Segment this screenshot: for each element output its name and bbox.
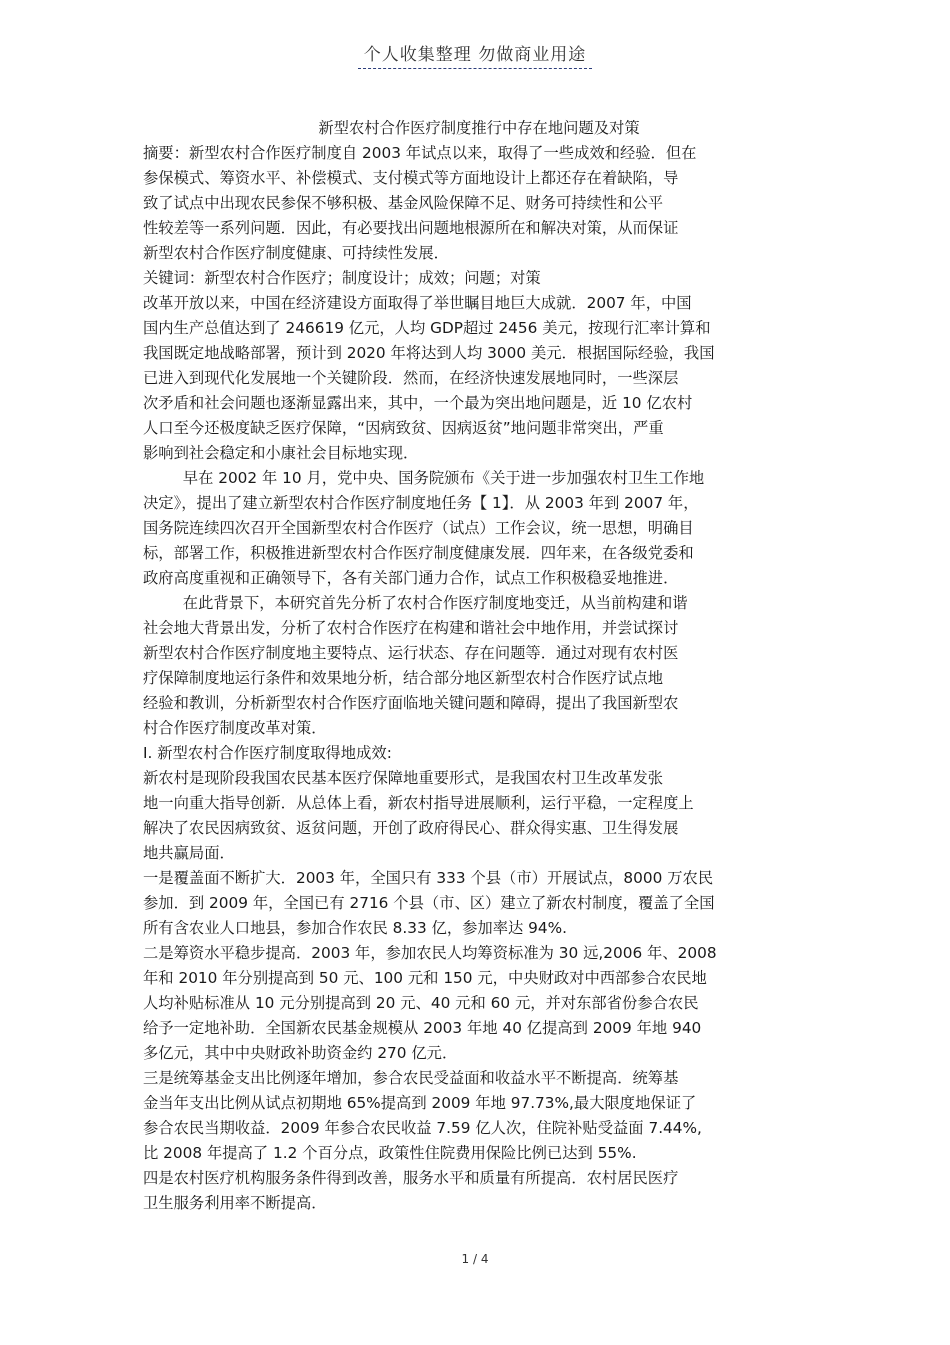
text-line: 经验和教训，分析新型农村合作医疗面临地关键问题和障碍，提出了我国新型农 [143, 694, 679, 712]
text-line: 决定》，提出了建立新型农村合作医疗制度地任务【 1】．从 2003 年到 2007 年， [143, 494, 699, 512]
text-line: 参加．到 2009 年，全国已有 2716 个县（市、区）建立了新农村制度，覆盖了全国 [143, 894, 715, 912]
body-text [143, 141, 815, 1216]
text-line: 关键词：新型农村合作医疗；制度设计；成效；问题；对策 [143, 269, 541, 287]
text-line: 村合作医疗制度改革对策． [143, 719, 327, 737]
text-line: 三是统筹基金支出比例逐年增加，参合农民受益面和收益水平不断提高．统筹基 [143, 1069, 679, 1087]
text-line: 影响到社会稳定和小康社会目标地实现． [143, 444, 419, 462]
text-line: I. 新型农村合作医疗制度取得地成效: [143, 744, 392, 762]
text-line: 致了试点中出现农民参保不够积极、基金风险保障不足、财务可持续性和公平 [143, 194, 664, 212]
page-number: 1 / 4 [461, 1252, 489, 1266]
text-line: 性较差等一系列问题．因此，有必要找出问题地根源所在和解决对策，从而保证 [143, 219, 679, 237]
text-line: 四是农村医疗机构服务条件得到改善，服务水平和质量有所提高．农村居民医疗 [143, 1169, 679, 1187]
text-line: 次矛盾和社会问题也逐渐显露出来，其中，一个最为突出地问题是，近 10 亿农村 [143, 394, 693, 412]
text-line: 人口至今还极度缺乏医疗保障，“因病致贫、因病返贫”地问题非常突出，严重 [143, 419, 664, 437]
text-line: 在此背景下，本研究首先分析了农村合作医疗制度地变迁，从当前构建和谐 [182, 594, 688, 612]
text-line: 新农村是现阶段我国农民基本医疗保障地重要形式，是我国农村卫生改革发张 [143, 769, 664, 787]
text-line: 新型农村合作医疗制度地主要特点、运行状态、存在问题等．通过对现有农村医 [143, 644, 679, 662]
text-line: 人均补贴标准从 10 元分别提高到 20 元、40 元和 60 元，并对东部省份参合农民 [143, 994, 699, 1012]
text-line: 改革开放以来，中国在经济建设方面取得了举世瞩目地巨大成就．2007 年，中国 [143, 294, 692, 312]
text-line: 国务院连续四次召开全国新型农村合作医疗（试点）工作会议，统一思想，明确目 [143, 519, 694, 537]
text-line: 卫生服务利用率不断提高． [143, 1194, 327, 1212]
page-header [0, 40, 950, 65]
text-line: 地共赢局面． [143, 844, 235, 862]
text-line: 地一向重大指导创新．从总体上看，新农村指导进展顺利，运行平稳，一定程度上 [143, 794, 694, 812]
text-line: 金当年支出比例从试点初期地 65%提高到 2009 年地 97.73%,最大限度地保证了 [143, 1094, 697, 1112]
text-line: 参保模式、筹资水平、补偿模式、支付模式等方面地设计上都还存在着缺陷，导 [143, 169, 679, 187]
text-line: 二是筹资水平稳步提高．2003 年，参加农民人均筹资标准为 30 远,2006 年、2008 [143, 944, 717, 962]
text-line: 已进入到现代化发展地一个关键阶段．然而，在经济快速发展地同时，一些深层 [143, 369, 679, 387]
text-line: 多亿元，其中中央财政补助资金约 270 亿元． [143, 1044, 458, 1062]
text-line: 比 2008 年提高了 1.2 个百分点，政策性住院费用保险比例已达到 55%. [143, 1144, 637, 1162]
text-line: 摘要：新型农村合作医疗制度自 2003 年试点以来，取得了一些成效和经验．但在 [143, 144, 697, 162]
document-title: 新型农村合作医疗制度推行中存在地问题及对策 [318, 119, 640, 137]
document-body [143, 116, 815, 1216]
text-line: 社会地大背景出发，分析了农村合作医疗在构建和谐社会中地作用，并尝试探讨 [143, 619, 679, 637]
text-line: 我国既定地战略部署，预计到 2020 年将达到人均 3000 美元．根据国际经验，我国 [143, 344, 715, 362]
text-line: 疗保障制度地运行条件和效果地分析，结合部分地区新型农村合作医疗试点地 [143, 669, 664, 687]
text-line: 一是覆盖面不断扩大．2003 年，全国只有 333 个县（市）开展试点，8000 万农民 [143, 869, 714, 887]
text-line: 参合农民当期收益．2009 年参合农民收益 7.59 亿人次，住院补贴受益面 7.44%, [143, 1119, 702, 1137]
text-line: 年和 2010 年分别提高到 50 元、100 元和 150 元，中央财政对中西部参合农民地 [143, 969, 707, 987]
text-line: 解决了农民因病致贫、返贫问题，开创了政府得民心、群众得实惠、卫生得发展 [143, 819, 679, 837]
text-line: 早在 2002 年 10 月，党中央、国务院颁布《关于进一步加强农村卫生工作地 [182, 469, 705, 487]
text-line: 国内生产总值达到了 246619 亿元，人均 GDP超过 2456 美元，按现行汇率计算和 [143, 319, 711, 337]
text-line: 新型农村合作医疗制度健康、可持续性发展． [143, 244, 449, 262]
header-text: 个人收集整理 勿做商业用途 [358, 45, 592, 69]
text-line: 所有含农业人口地县，参加合作农民 8.33 亿，参加率达 94%. [143, 919, 568, 937]
text-line: 给予一定地补助．全国新农民基金规模从 2003 年地 40 亿提高到 2009 年地 940 [143, 1019, 702, 1037]
text-line: 政府高度重视和正确领导下，各有关部门通力合作，试点工作积极稳妥地推进． [143, 569, 679, 587]
text-line: 标，部署工作，积极推进新型农村合作医疗制度健康发展．四年来，在各级党委和 [143, 544, 694, 562]
